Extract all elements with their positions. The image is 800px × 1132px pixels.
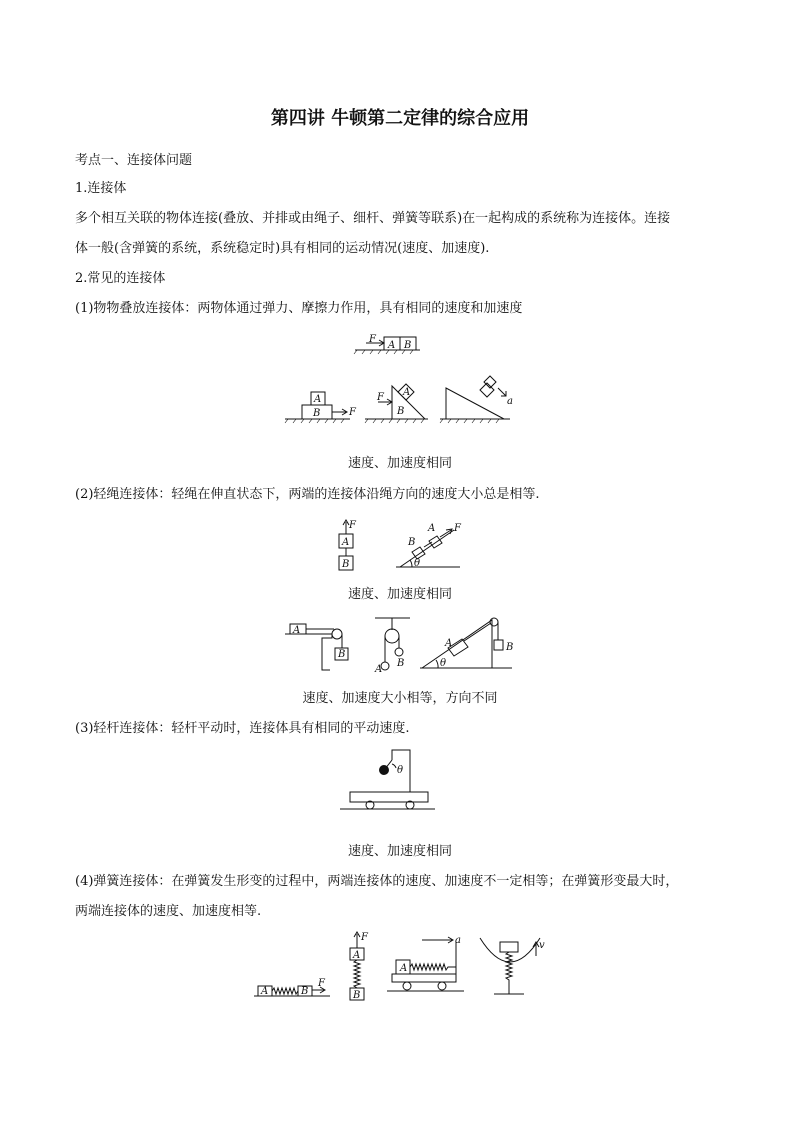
label-A: A	[445, 638, 453, 649]
label-B: B	[506, 642, 514, 653]
caption-rope-same: 速度、加速度相同	[347, 587, 452, 602]
subheading-common-types: 2.常见的连接体	[75, 271, 166, 286]
item-stacked: (1)物物叠放连接体：两物体通过弹力、摩擦力作用，具有相同的速度和加速度	[75, 301, 523, 316]
label-B: B	[397, 658, 405, 669]
label-v: v	[539, 940, 545, 951]
item-rope: (2)轻绳连接体：轻绳在伸直状态下，两端的连接体沿绳方向的速度大小总是相等.	[75, 487, 540, 502]
label-B: B	[313, 408, 321, 419]
caption-stacked: 速度、加速度相同	[347, 456, 452, 471]
label-F: F	[369, 334, 376, 345]
label-A: A	[428, 523, 436, 534]
figure-stacked-bodies	[280, 330, 540, 430]
section-heading: 考点一、连接体问题	[75, 153, 193, 168]
label-A: A	[400, 963, 408, 974]
subheading-connected-body: 1.连接体	[75, 181, 127, 196]
label-B: B	[408, 537, 416, 548]
figure-spring-bodies	[252, 926, 557, 1006]
label-B: B	[404, 340, 412, 351]
label-A: A	[314, 394, 322, 405]
label-A: A	[388, 340, 396, 351]
label-B: B	[397, 406, 405, 417]
caption-rope-direction: 速度、加速度大小相等，方向不同	[302, 691, 498, 706]
label-A: A	[353, 950, 361, 961]
figure-rope-bodies	[330, 516, 470, 574]
label-a: a	[455, 935, 461, 946]
paragraph-line: 多个相互关联的物体连接(叠放、并排或由绳子、细杆、弹簧等联系)在一起构成的系统称为连接体。连接	[75, 211, 671, 226]
label-B: B	[338, 649, 346, 660]
figure-rod-cart	[340, 742, 440, 820]
page-title: 第四讲 牛顿第二定律的综合应用	[270, 108, 530, 129]
label-theta: θ	[397, 765, 404, 776]
label-theta: θ	[414, 558, 421, 569]
label-F: F	[318, 978, 325, 989]
label-A: A	[342, 537, 350, 548]
figure-pulley-bodies	[280, 610, 520, 680]
label-B: B	[353, 990, 361, 1001]
paragraph-line: 体一般(含弹簧的系统，系统稳定时)具有相同的运动情况(速度、加速度).	[75, 241, 490, 256]
label-a: a	[507, 396, 513, 407]
item-spring: (4)弹簧连接体：在弹簧发生形变的过程中，两端连接体的速度、加速度不一定相等；在弹簧形变最大时，	[75, 874, 679, 889]
label-A: A	[261, 986, 269, 997]
label-F: F	[454, 523, 461, 534]
label-A: A	[293, 625, 301, 636]
label-F: F	[377, 392, 384, 403]
label-F: F	[349, 520, 356, 531]
label-F: F	[349, 407, 356, 418]
label-A: A	[403, 387, 411, 398]
label-B: B	[342, 559, 350, 570]
label-A: A	[375, 664, 383, 675]
label-theta: θ	[440, 658, 447, 669]
label-B: B	[301, 986, 309, 997]
item-rod: (3)轻杆连接体：轻杆平动时，连接体具有相同的平动速度.	[75, 721, 410, 736]
item-spring-cont: 两端连接体的速度、加速度相等.	[75, 904, 262, 919]
caption-rod: 速度、加速度相同	[347, 844, 452, 859]
label-F: F	[361, 932, 368, 943]
